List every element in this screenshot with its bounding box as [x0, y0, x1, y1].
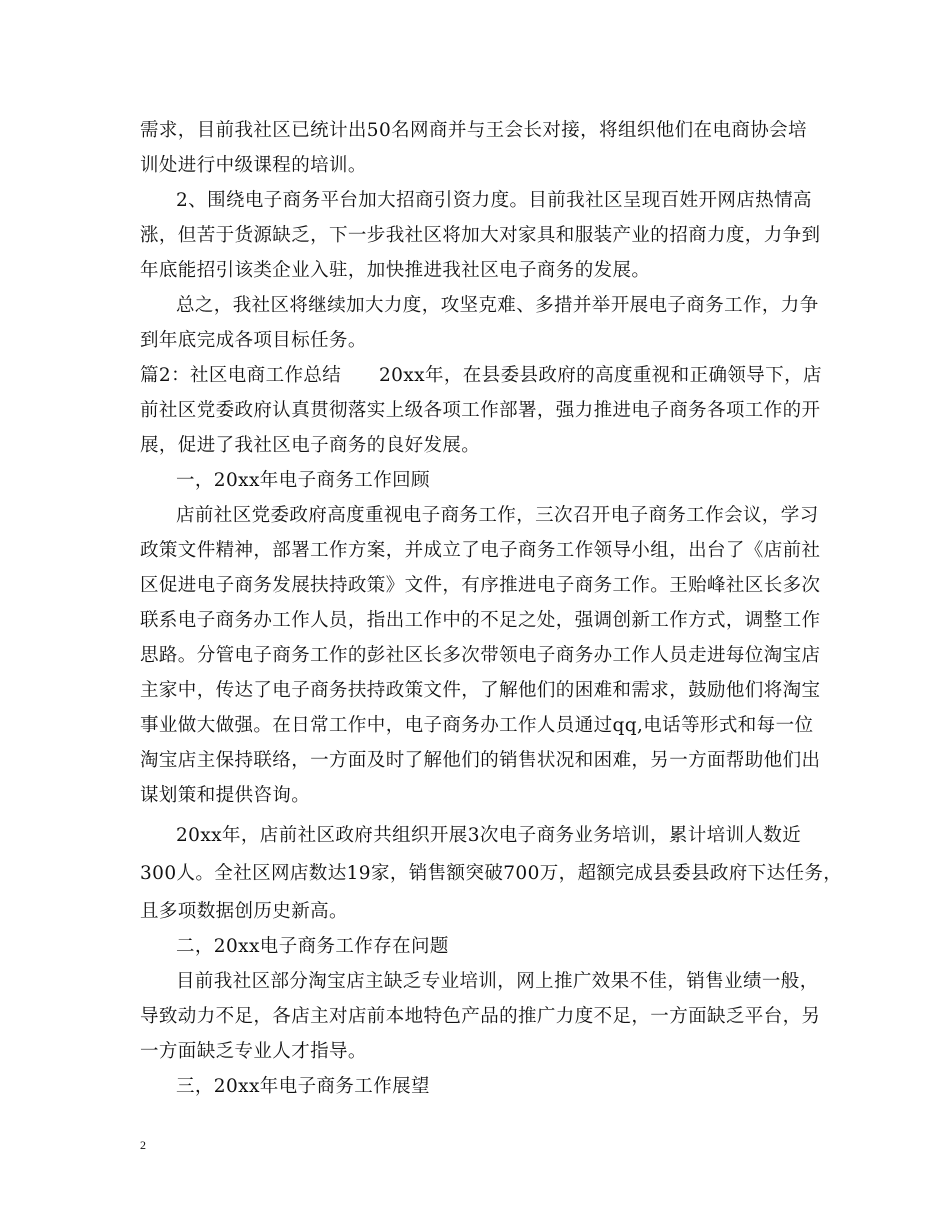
- section-heading: 一，20xx年电子商务工作回顾: [176, 470, 430, 491]
- text-line: 年底能招引该类企业入驻，加快推进我社区电子商务的发展。: [140, 260, 651, 281]
- text-line: 且多项数据创历史新高。: [140, 901, 348, 922]
- text-line: 到年底完成各项目标任务。: [140, 330, 367, 351]
- text-line: 展，促进了我社区电子商务的良好发展。: [140, 435, 481, 456]
- text-line: 需求，目前我社区已统计出50名网商并与王会长对接，将组织他们在电商协会培: [140, 120, 807, 141]
- text-line: 政策文件精神，部署工作方案，并成立了电子商务工作领导小组，出台了《店前社: [140, 540, 821, 561]
- text-line: 谋划策和提供咨询。: [140, 785, 311, 806]
- text-line: 训处进行中级课程的培训。: [140, 155, 367, 176]
- text-line: 主家中，传达了电子商务扶持政策文件，了解他们的困难和需求，鼓励他们将淘宝: [140, 680, 821, 701]
- section-heading: 三，20xx年电子商务工作展望: [176, 1076, 430, 1097]
- text-line: 区促进电子商务发展扶持政策》文件，有序推进电子商务工作。王贻峰社区长多次: [140, 575, 821, 596]
- text-line: 目前我社区部分淘宝店主缺乏专业培训，网上推广效果不佳，销售业绩一般，: [176, 971, 819, 992]
- text-line: 导致动力不足，各店主对店前本地特色产品的推广力度不足，一方面缺乏平台，另: [140, 1006, 821, 1027]
- text-line: 20xx年，店前社区政府共组织开展3次电子商务业务培训，累计培训人数近: [176, 825, 802, 846]
- text-line: 事业做大做强。在日常工作中，电子商务办工作人员通过qq,电话等形式和每一位: [140, 715, 814, 736]
- section-heading: 二，20xx电子商务工作存在问题: [176, 936, 449, 957]
- text-line: 思路。分管电子商务工作的彭社区长多次带领电子商务办工作人员走进每位淘宝店: [140, 645, 821, 666]
- text-line: 涨，但苦于货源缺乏，下一步我社区将加大对家具和服装产业的招商力度，力争到: [140, 225, 821, 246]
- text-line: 一方面缺乏专业人才指导。: [140, 1041, 367, 1062]
- page-number: 2: [140, 1138, 146, 1152]
- text-line: 店前社区党委政府高度重视电子商务工作，三次召开电子商务工作会议，学习: [176, 505, 819, 526]
- text-line: 篇2：社区电商工作总结 20xx年，在县委县政府的高度重视和正确领导下，店: [140, 365, 822, 386]
- text-line: 总之，我社区将继续加大力度，攻坚克难、多措并举开展电子商务工作，力争: [176, 295, 819, 316]
- text-line: 前社区党委政府认真贯彻落实上级各项工作部署，强力推进电子商务各项工作的开: [140, 400, 821, 421]
- text-line: 300人。全社区网店数达19家，销售额突破700万，超额完成县委县政府下达任务，: [140, 863, 843, 884]
- text-line: 2、围绕电子商务平台加大招商引资力度。目前我社区呈现百姓开网店热情高: [176, 190, 812, 211]
- text-line: 淘宝店主保持联络，一方面及时了解他们的销售状况和困难，另一方面帮助他们出: [140, 750, 821, 771]
- text-line: 联系电子商务办工作人员，指出工作中的不足之处，强调创新工作方式，调整工作: [140, 610, 821, 631]
